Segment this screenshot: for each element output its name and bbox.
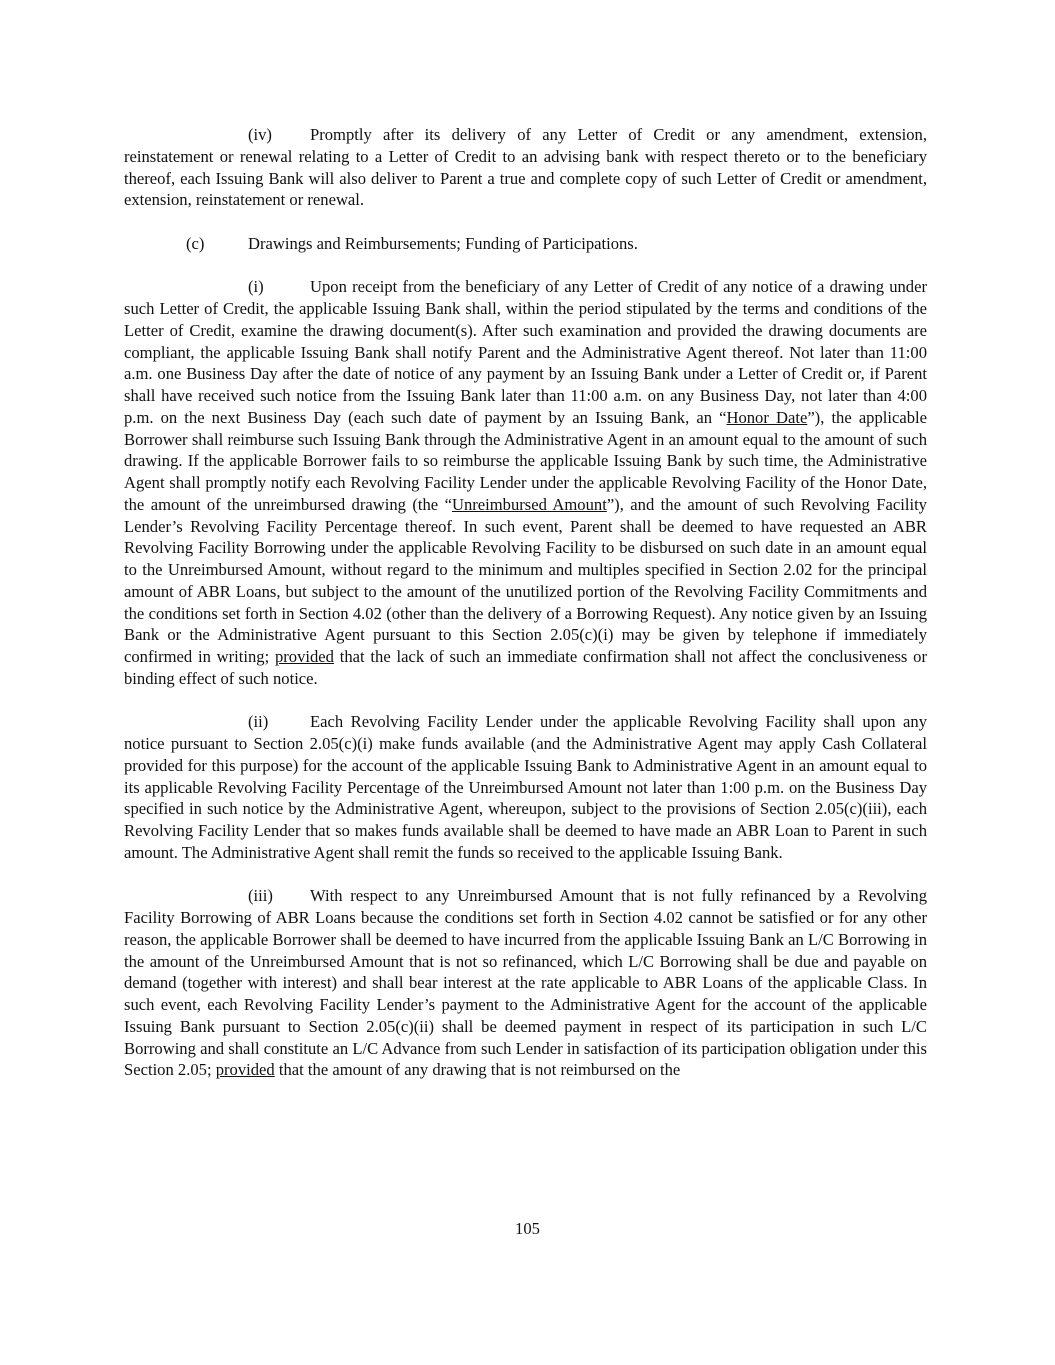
clause-text: that the amount of any drawing that is not reimbursed on the — [274, 1060, 681, 1080]
clause-text: Each Revolving Facility Lender under the applicable Revolving Facility shall upon any notice pursuant to Section 2.05(c)(i) make funds available (and the Administrative Agent may apply Cash Collateral provided for this purpose) for the account of the applicable Issuing Bank to Administrative Agent in an amount equal to its applicable Revolving Facility Percentage of the Unreimbursed Amount not later than 1:00 p.m. on the Business Day specified in such notice by the Administrative Agent, whereupon, subject to the provisions of Section 2.05(c)(iii), each Revolving Facility Lender that so makes funds available shall be deemed to have made an ABR Loan to Parent in such amount. The Administrative Agent shall remit the funds so received to the applicable Issuing Bank. — [124, 712, 927, 862]
provided-term: provided — [274, 647, 334, 666]
clause-number: (iii) — [248, 886, 273, 906]
paragraph-i — [124, 276, 927, 689]
paragraph-iv — [124, 124, 927, 211]
clause-text: ”), the applicable Borrower shall reimburse such Issuing Bank through the Administrative Agent in an amount equal to the amount of such drawing. If the applicable Borrower fails to so reimburse the applicable Issuing Bank by such time, the Administrative Agent shall promptly notify each Revolving Facility Lender under the applicable Revolving Facility of the Honor Date, the amount of the unreimbursed drawing (the “ — [124, 407, 927, 514]
clause-text: With respect to any Unreimbursed Amount that is not fully refinanced by a Revolving Facility Borrowing of ABR Loans because the conditions set forth in Section 4.02 cannot be satisfied or for any other reason, the applicable Borrower shall be deemed to have incurred from the applicable Issuing Bank an L/C Borrowing in the amount of the Unreimbursed Amount that is not so refinanced, which L/C Borrowing shall be due and payable on demand (together with interest) and shall bear interest at the rate applicable to ABR Loans of the applicable Class. In such event, each Revolving Facility Lender’s payment to the Administrative Agent for the account of the applicable Issuing Bank pursuant to Section 2.05(c)(ii) shall be deemed payment in respect of its participation in such L/C Borrowing and shall constitute an L/C Advance from such Lender in satisfaction of its participation obligation under this Section 2.05; — [124, 886, 927, 1080]
heading-c — [124, 233, 927, 255]
clause-text: ”), and the amount of such Revolving Facility Lender’s Revolving Facility Percentage thereof. In such event, Parent shall be deemed to have requested an ABR Revolving Facility Borrowing under the applicable Revolving Facility to be disbursed on such date in an amount equal to the Unreimbursed Amount, without regard to the minimum and multiples specified in Section 2.02 for the principal amount of ABR Loans, but subject to the amount of the unutilized portion of the Revolving Facility Commitments and the conditions set forth in Section 4.02 (other than the delivery of a Borrowing Request). Any notice given by an Issuing Bank or the Administrative Agent pursuant to this Section 2.05(c)(i) may be given by telephone if immediately confirmed in writing; — [124, 494, 927, 666]
paragraph-iii — [124, 885, 927, 1081]
clause-number: (iv) — [248, 125, 272, 144]
clause-number: (ii) — [248, 712, 269, 732]
clause-text: Upon receipt from the beneficiary of any Letter of Credit of any notice of a drawing under such Letter of Credit, the applicable Issuing Bank shall, within the period stipulated by the terms and conditions of the Letter of Credit, examine the drawing document(s). After such examination and provided the drawing documents are compliant, the applicable Issuing Bank shall notify Parent and the Administrative Agent thereof. Not later than 11:00 a.m. one Business Day after the date of notice of any payment by an Issuing Bank under a Letter of Credit or, if Parent shall have received such notice from the Issuing Bank later than 11:00 a.m. on any Business Day, not later than 4:00 p.m. on the next Business Day (each such date of payment by an Issuing Bank, an “ — [124, 277, 927, 427]
clause-number: (i) — [248, 277, 264, 297]
clause-text: Promptly after its delivery of any Letter of Credit or any amendment, extension, reinstatement or renewal relating to a Letter of Credit to an advising bank with respect thereto or to the beneficiary thereof, each Issuing Bank will also deliver to Parent a true and complete copy of such Letter of Credit or amendment, extension, reinstatement or renewal. — [124, 125, 927, 210]
section-number: (c) — [186, 233, 205, 253]
paragraph-ii — [124, 711, 927, 863]
page-number: 105 — [515, 1219, 540, 1238]
clause-text: that the lack of such an immediate confirmation shall not affect the conclusiveness or binding effect of such notice. — [124, 647, 927, 688]
section-heading: Drawings and Reimbursements; Funding of Participations. — [248, 233, 638, 253]
defined-term-honor-date: Honor Date — [726, 407, 808, 427]
document-page — [124, 124, 927, 1103]
provided-term: provided — [215, 1060, 275, 1080]
defined-term-unreimbursed-amount: Unreimbursed Amount — [451, 494, 607, 514]
